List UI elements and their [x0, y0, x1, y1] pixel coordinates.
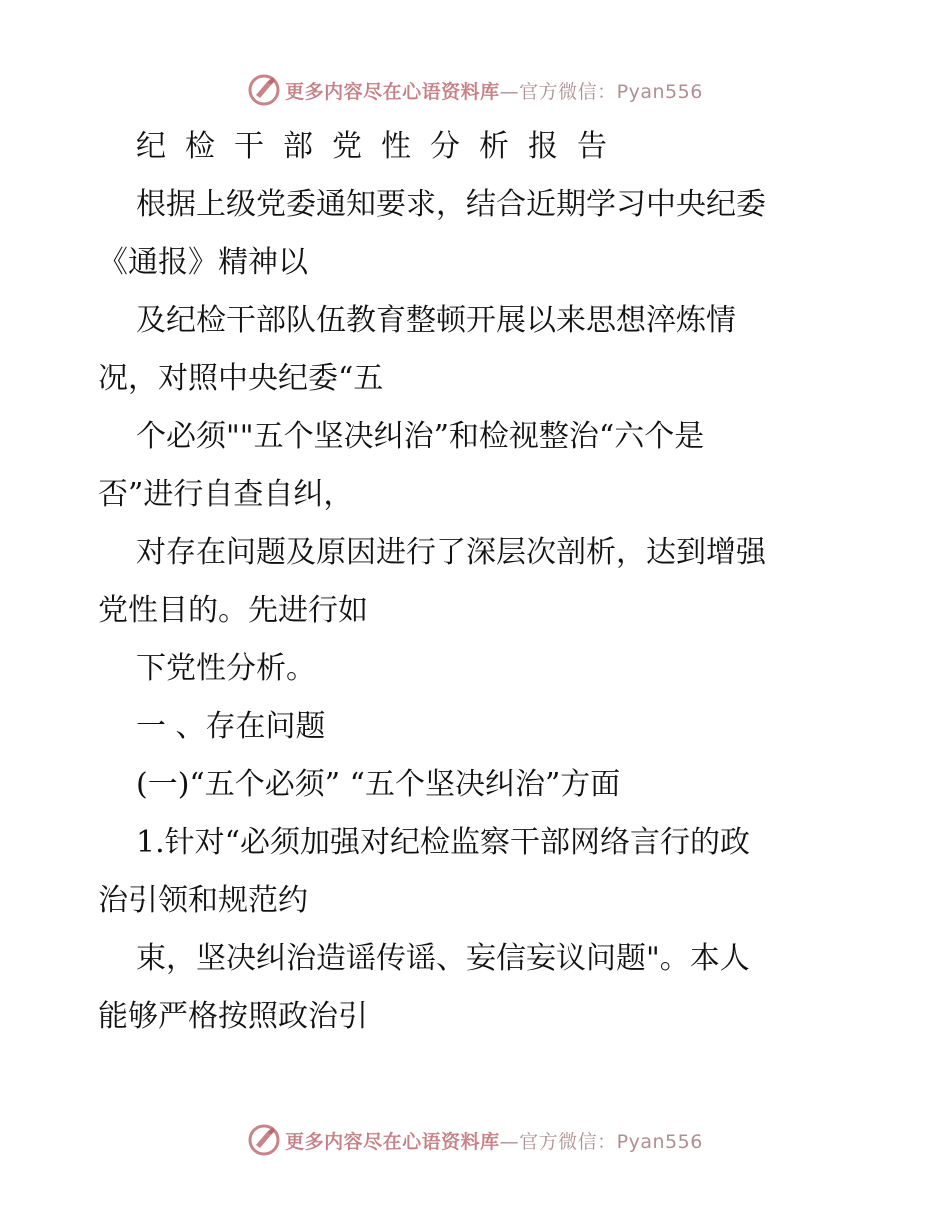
paragraph-line: 否”进行自查自纠， — [98, 477, 354, 512]
document-title: 纪检干部党性分析报告 — [136, 129, 626, 164]
watermark-sub-text: —官方微信：Pyan556 — [499, 80, 703, 103]
watermark-footer — [0, 1120, 950, 1160]
watermark-header — [0, 70, 950, 110]
subsection-heading: (一)“五个必须” “五个坚决纠治”方面 — [136, 767, 621, 802]
paragraph-line: 党性目的。先进行如 — [98, 593, 368, 628]
paragraph-line: 个必须""五个坚决纠治”和检视整治“六个是 — [136, 419, 705, 454]
brand-logo-icon — [247, 73, 281, 107]
paragraph-line: 及纪检干部队伍教育整顿开展以来思想淬炼情 — [136, 303, 736, 338]
document-body — [98, 118, 858, 1046]
watermark-sub-text: —官方微信：Pyan556 — [499, 1130, 703, 1153]
paragraph-line: 对存在问题及原因进行了深层次剖析，达到增强 — [136, 535, 766, 570]
paragraph-line: 1.针对“必须加强对纪检监察干部网络言行的政 — [136, 825, 750, 860]
paragraph-line: 束，坚决纠治造谣传谣、妄信妄议问题"。本人 — [136, 941, 750, 976]
watermark-main-text: 更多内容尽在心语资料库 — [285, 80, 500, 103]
section-heading: 一 、存在问题 — [136, 709, 326, 744]
paragraph-line: 治引领和规范约 — [98, 883, 308, 918]
watermark-main-text: 更多内容尽在心语资料库 — [285, 1130, 500, 1153]
paragraph-line: 能够严格按照政治引 — [98, 999, 368, 1034]
paragraph-line: 况，对照中央纪委“五 — [98, 361, 384, 396]
paragraph-line: 根据上级党委通知要求，结合近期学习中央纪委 — [136, 187, 766, 222]
paragraph-line: 《通报》精神以 — [98, 245, 308, 280]
paragraph-line: 下党性分析。 — [136, 651, 316, 686]
brand-logo-icon — [247, 1123, 281, 1157]
